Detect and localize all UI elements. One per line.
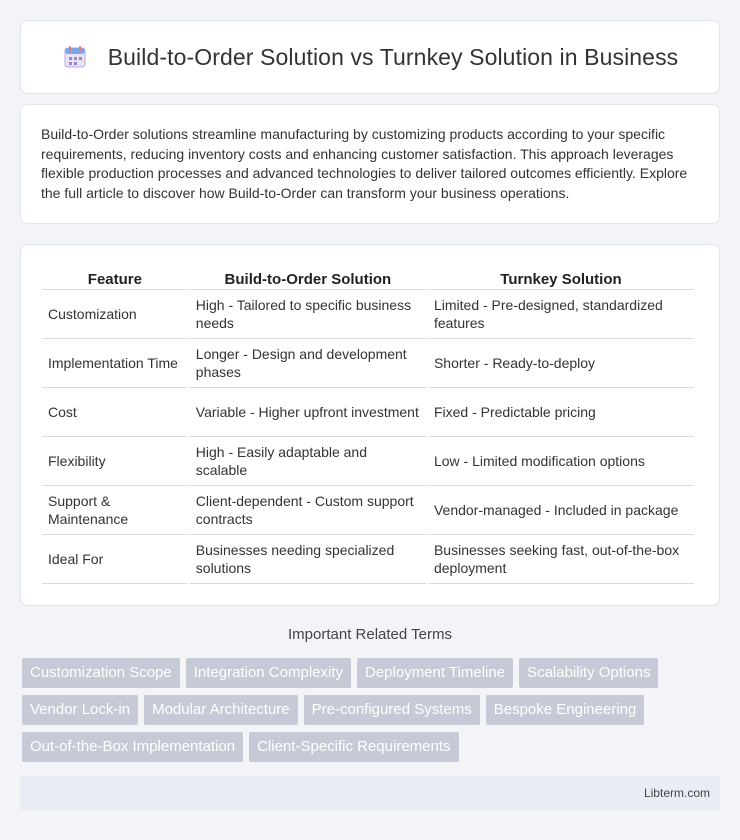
tag-vendor-lock-in[interactable]: Vendor Lock-in [22, 695, 138, 725]
tag-row [22, 658, 722, 688]
turnkey-cell: Vendor-managed - Included in package [428, 486, 694, 535]
turnkey-cell: Limited - Pre-designed, standardized features [428, 290, 694, 339]
table-row [42, 486, 694, 535]
tag-scalability-options[interactable]: Scalability Options [519, 658, 658, 688]
turnkey-cell: Fixed - Predictable pricing [428, 388, 694, 437]
feature-cell: Implementation Time [42, 339, 188, 388]
related-terms-title: Important Related Terms [288, 626, 452, 643]
feature-cell: Ideal For [42, 535, 188, 584]
comparison-table [40, 265, 696, 584]
turnkey-cell: Low - Limited modification options [428, 437, 694, 486]
page-title: Build-to-Order Solution vs Turnkey Solution in Business [107, 43, 679, 70]
calendar-icon [62, 44, 88, 70]
header-feature: Feature [42, 265, 188, 290]
table-row [42, 339, 694, 388]
tag-out-of-the-box-implementation[interactable]: Out-of-the-Box Implementation [22, 732, 243, 762]
turnkey-cell: Businesses seeking fast, out-of-the-box deployment [428, 535, 694, 584]
build-to-order-cell: Longer - Design and development phases [190, 339, 426, 388]
tag-row [22, 732, 722, 762]
table-header-row [42, 265, 694, 290]
feature-cell: Flexibility [42, 437, 188, 486]
intro-card [20, 104, 720, 224]
tag-pre-configured-systems[interactable]: Pre-configured Systems [304, 695, 480, 725]
tag-modular-architecture[interactable]: Modular Architecture [144, 695, 298, 725]
tag-client-specific-requirements[interactable]: Client-Specific Requirements [249, 732, 458, 762]
build-to-order-cell: High - Tailored to specific business needs [190, 290, 426, 339]
build-to-order-cell: Businesses needing specialized solutions [190, 535, 426, 584]
build-to-order-cell: High - Easily adaptable and scalable [190, 437, 426, 486]
tag-integration-complexity[interactable]: Integration Complexity [186, 658, 351, 688]
build-to-order-cell: Variable - Higher upfront investment [190, 388, 426, 437]
feature-cell: Cost [42, 388, 188, 437]
header-build-to-order: Build-to-Order Solution [190, 265, 426, 290]
feature-cell: Customization [42, 290, 188, 339]
related-terms-list [22, 658, 722, 769]
footer [20, 776, 720, 810]
tag-customization-scope[interactable]: Customization Scope [22, 658, 180, 688]
build-to-order-cell: Client-dependent - Custom support contracts [190, 486, 426, 535]
feature-cell: Support & Maintenance [42, 486, 188, 535]
tag-deployment-timeline[interactable]: Deployment Timeline [357, 658, 513, 688]
tag-row [22, 695, 722, 725]
tag-bespoke-engineering[interactable]: Bespoke Engineering [486, 695, 645, 725]
turnkey-cell: Shorter - Ready-to-deploy [428, 339, 694, 388]
table-row [42, 535, 694, 584]
comparison-card [20, 244, 720, 606]
intro-text: Build-to-Order solutions streamline manufacturing by customizing products according to your specific requirements, reducing inventory costs and enhancing customer satisfaction. This approach leverages flexible production processes and advanced technologies to deliver tailored outcomes efficiently. Explore the full article to discover how Build-to-Order can transform your business operations. [41, 126, 688, 201]
header-turnkey: Turnkey Solution [428, 265, 694, 290]
table-row [42, 388, 694, 437]
footer-site-link[interactable]: Libterm.com [643, 786, 710, 800]
table-row [42, 290, 694, 339]
table-row [42, 437, 694, 486]
header-card [20, 20, 720, 94]
